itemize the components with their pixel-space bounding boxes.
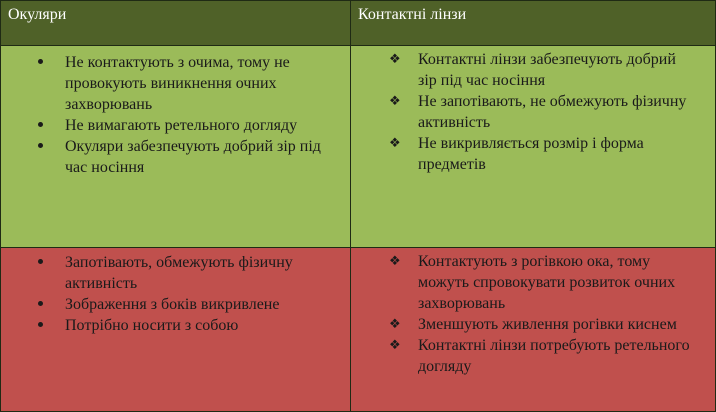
list-item xyxy=(1,136,350,178)
list-item xyxy=(1,294,350,315)
header-cell-lenses xyxy=(351,1,716,46)
diamond-bullet-icon: ❖ xyxy=(389,317,401,332)
list-item-text: Окуляри забезпечують добрий зір під час носіння xyxy=(65,138,321,176)
bullet-icon xyxy=(33,294,47,315)
diamond-bullet-icon: ❖ xyxy=(389,254,401,269)
list-item xyxy=(351,251,715,314)
bullet-icon xyxy=(33,115,47,136)
list-item-text: Не вимагають ретельного догляду xyxy=(65,117,298,134)
pros-lenses-list xyxy=(351,46,715,175)
list-item-text: Контактні лінзи потребують ретельного догляду xyxy=(418,337,690,375)
cons-row xyxy=(1,248,716,412)
list-item-text: Контактують з рогівкою ока, тому можуть спровокувати розвиток очних захворювань xyxy=(418,253,676,312)
bullet-icon xyxy=(33,52,47,73)
list-item-text: Зображення з боків викривлене xyxy=(65,296,280,313)
diamond-bullet-icon: ❖ xyxy=(389,136,401,151)
list-item-text: Зменшують живлення рогівки киснем xyxy=(418,316,677,333)
cons-glasses-cell xyxy=(1,248,351,412)
pros-glasses-cell xyxy=(1,46,351,248)
list-item-text: Не викривляється розмір і форма предметів xyxy=(418,135,644,173)
bullet-icon xyxy=(33,252,47,273)
header-cell-glasses xyxy=(1,1,351,46)
pros-lenses-cell xyxy=(351,46,716,248)
diamond-bullet-icon: ❖ xyxy=(389,52,401,67)
list-item xyxy=(1,52,350,115)
diamond-bullet-icon: ❖ xyxy=(389,94,401,109)
list-item-text: Не запотівають, не обмежують фізичну активність xyxy=(418,93,687,131)
pros-row xyxy=(1,46,716,248)
list-item xyxy=(351,49,715,91)
diamond-bullet-icon: ❖ xyxy=(389,338,401,353)
list-item-text: Запотівають, обмежують фізичну активність xyxy=(65,254,293,292)
list-item xyxy=(351,133,715,175)
list-item xyxy=(351,91,715,133)
list-item xyxy=(351,335,715,377)
cons-lenses-list xyxy=(351,248,715,377)
bullet-icon xyxy=(33,136,47,157)
list-item xyxy=(351,314,715,335)
header-row xyxy=(1,1,716,46)
cons-lenses-cell xyxy=(351,248,716,412)
bullet-icon xyxy=(33,315,47,336)
list-item xyxy=(1,252,350,294)
cons-glasses-list xyxy=(1,248,350,336)
pros-glasses-list xyxy=(1,46,350,178)
list-item xyxy=(1,315,350,336)
header-glasses-label: Окуляри xyxy=(8,6,67,23)
header-lenses-label: Контактні лінзи xyxy=(358,6,467,23)
list-item xyxy=(1,115,350,136)
list-item-text: Не контактують з очима, тому не провокують виникнення очних захворювань xyxy=(65,54,290,113)
list-item-text: Потрібно носити з собою xyxy=(65,317,239,334)
list-item-text: Контактні лінзи забезпечують добрий зір під час носіння xyxy=(418,51,676,89)
